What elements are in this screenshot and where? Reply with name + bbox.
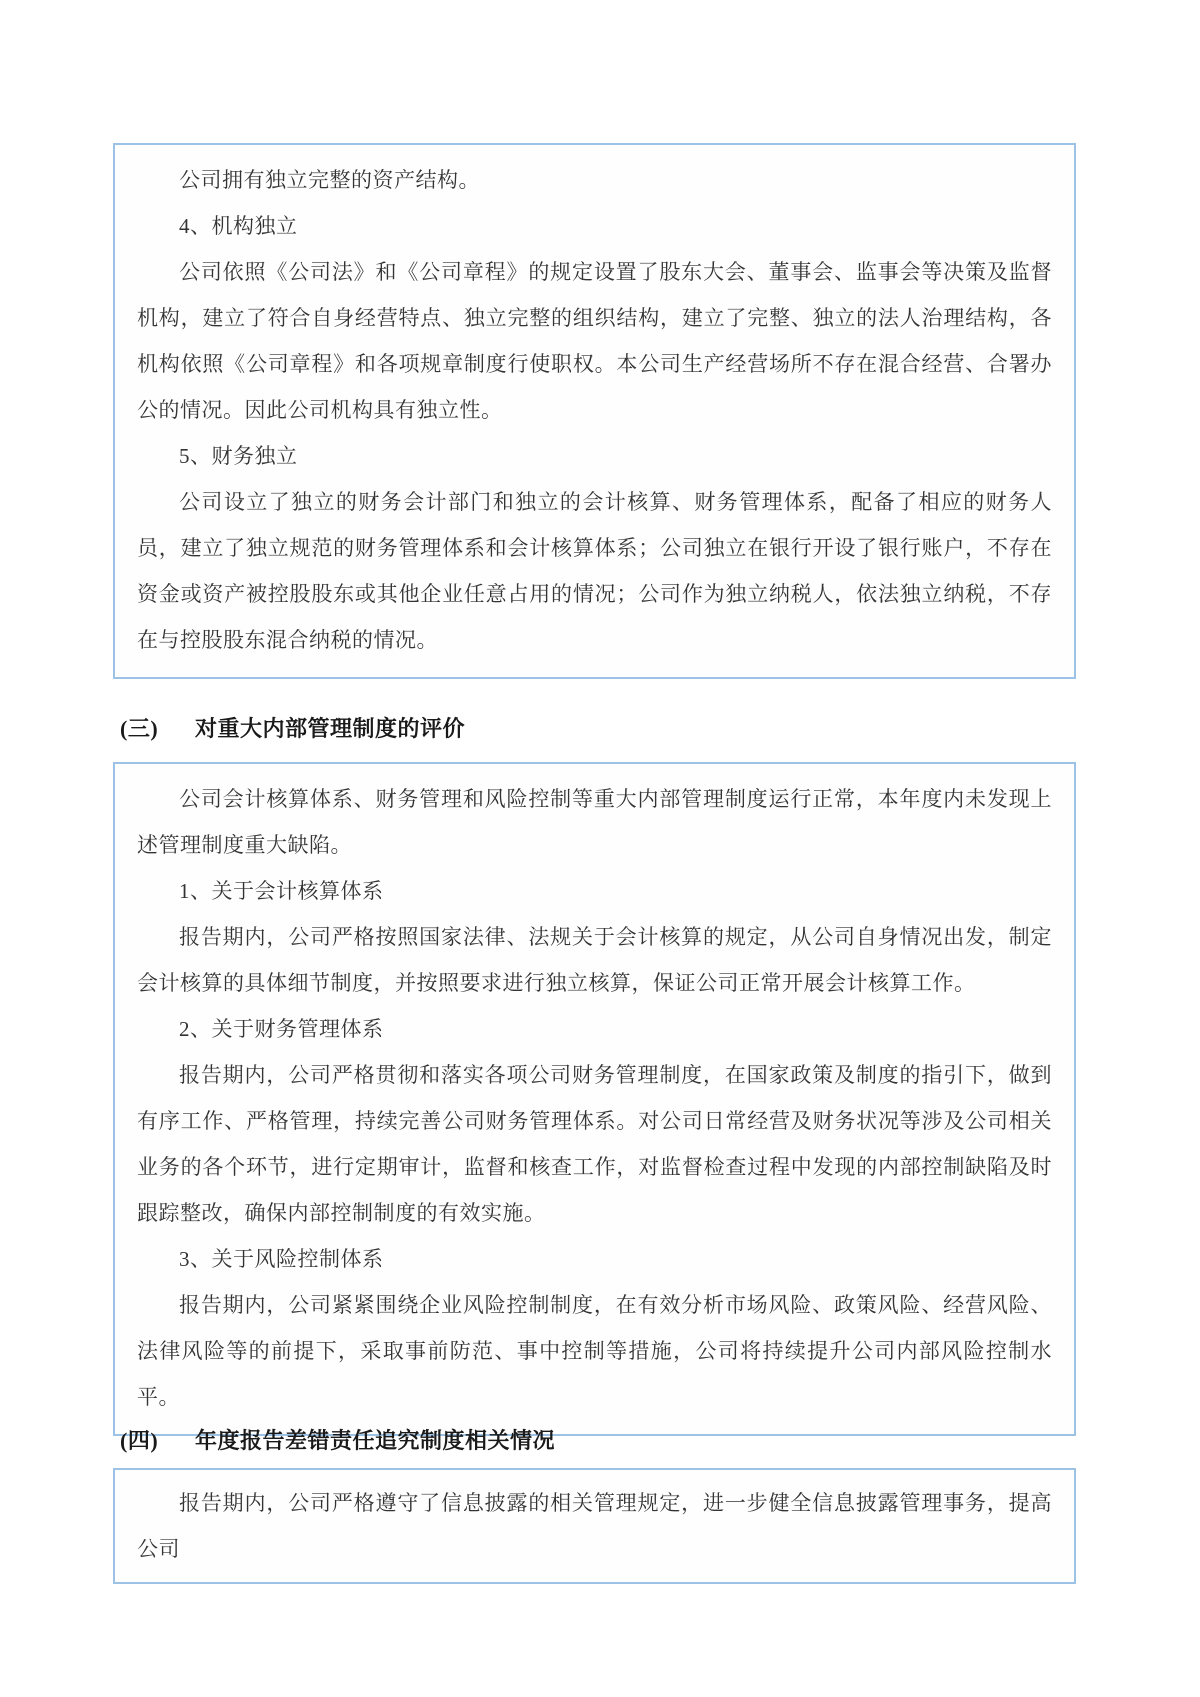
error-accountability-box (113, 1468, 1076, 1584)
body-paragraph: 报告期内，公司严格贯彻和落实各项公司财务管理制度，在国家政策及制度的指引下，做到有序工作、严格管理，持续完善公司财务管理体系。对公司日常经营及财务状况等涉及公司相关业务的各个环节，进行定期审计，监督和核查工作，对监督检查过程中发现的内部控制缺陷及时跟踪整改，确保内部控制制度的有效实施。 (137, 1063, 1052, 1225)
section-heading-4 (120, 1424, 1076, 1455)
section-number: (三) (120, 716, 159, 741)
item-heading-3-risk-control-system: 3、关于风险控制体系 (179, 1247, 384, 1271)
item-heading-5-financial-independence: 5、财务独立 (179, 444, 298, 468)
independence-content-box (113, 143, 1076, 679)
item-heading-4-organizational-independence: 4、机构独立 (179, 214, 298, 238)
section-number: (四) (120, 1428, 159, 1453)
body-paragraph: 公司会计核算体系、财务管理和风险控制等重大内部管理制度运行正常，本年度内未发现上述管理制度重大缺陷。 (137, 787, 1052, 857)
section-heading-3 (120, 712, 1076, 743)
body-paragraph: 报告期内，公司严格遵守了信息披露的相关管理规定，进一步健全信息披露管理事务，提高公司 (137, 1491, 1052, 1561)
body-paragraph: 报告期内，公司严格按照国家法律、法规关于会计核算的规定，从公司自身情况出发，制定会计核算的具体细节制度，并按照要求进行独立核算，保证公司正常开展会计核算工作。 (137, 925, 1052, 995)
section-title: 年度报告差错责任追究制度相关情况 (195, 1428, 556, 1453)
body-paragraph: 公司设立了独立的财务会计部门和独立的会计核算、财务管理体系，配备了相应的财务人员，建立了独立规范的财务管理体系和会计核算体系；公司独立在银行开设了银行账户，不存在资金或资产被控股股东或其他企业任意占用的情况；公司作为独立纳税人，依法独立纳税，不存在与控股股东混合纳税的情况。 (137, 490, 1052, 652)
internal-management-evaluation-box (113, 762, 1076, 1436)
item-heading-1-accounting-system: 1、关于会计核算体系 (179, 879, 384, 903)
body-paragraph: 公司拥有独立完整的资产结构。 (179, 168, 480, 192)
body-paragraph: 报告期内，公司紧紧围绕企业风险控制制度，在有效分析市场风险、政策风险、经营风险、法律风险等的前提下，采取事前防范、事中控制等措施，公司将持续提升公司内部风险控制水平。 (137, 1293, 1052, 1409)
item-heading-2-financial-management-system: 2、关于财务管理体系 (179, 1017, 384, 1041)
body-paragraph: 公司依照《公司法》和《公司章程》的规定设置了股东大会、董事会、监事会等决策及监督机构，建立了符合自身经营特点、独立完整的组织结构，建立了完整、独立的法人治理结构，各机构依照《公司章程》和各项规章制度行使职权。本公司生产经营场所不存在混合经营、合署办公的情况。因此公司机构具有独立性。 (137, 260, 1052, 422)
section-title: 对重大内部管理制度的评价 (195, 716, 466, 741)
